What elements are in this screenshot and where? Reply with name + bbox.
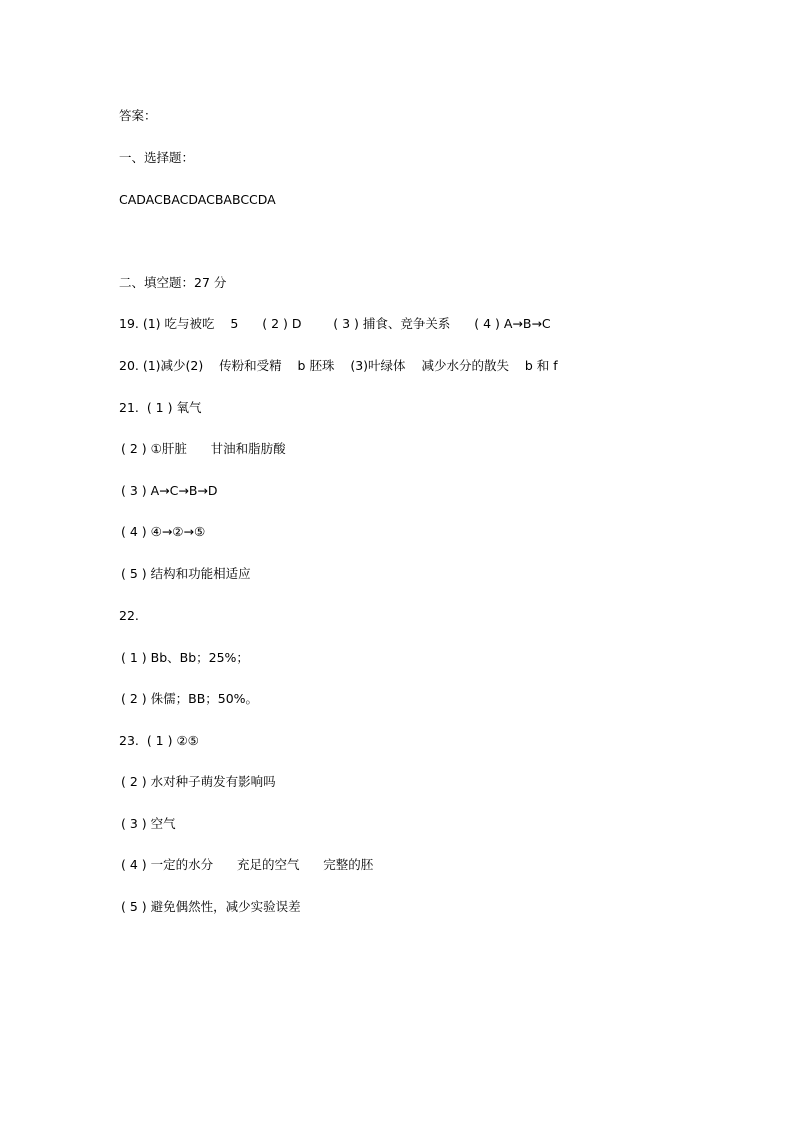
question-23-part4: ( 4 ) 一定的水分 充足的空气 完整的胚 — [121, 857, 374, 872]
question-21-part2: ( 2 ) ①肝脏 甘油和脂肪酸 — [121, 441, 286, 456]
question-19-answer: 19. (1) 吃与被吃 5 ( 2 ) D ( 3 ) 捕食、竞争关系 ( 4 ) A→B→C — [119, 316, 551, 331]
question-23-part5: ( 5 ) 避免偶然性，减少实验误差 — [121, 899, 301, 914]
question-21-part4: ( 4 ) ④→②→⑤ — [121, 524, 206, 539]
section1-answers: CADACBACDACBABCCDA — [119, 192, 276, 207]
question-21-part5: ( 5 ) 结构和功能相适应 — [121, 566, 251, 581]
question-22-part1: ( 1 ) Bb、Bb；25%； — [121, 650, 249, 665]
question-20-answer: 20. (1)减少(2) 传粉和受精 b 胚珠 (3)叶绿体 减少水分的散失 b 和 f — [119, 358, 558, 373]
question-22-part2: ( 2 ) 侏儒；BB；50%。 — [121, 691, 259, 706]
question-21-part1: 21. ( 1 ) 氧气 — [119, 400, 202, 415]
question-21-part3: ( 3 ) A→C→B→D — [121, 483, 218, 498]
question-23-part1: 23. ( 1 ) ②⑤ — [119, 733, 199, 748]
question-23-part2: ( 2 ) 水对种子萌发有影响吗 — [121, 774, 276, 789]
question-22-title: 22. — [119, 608, 139, 623]
section2-heading: 二、填空题：27 分 — [119, 275, 227, 290]
section1-heading: 一、选择题： — [119, 150, 195, 165]
question-23-part3: ( 3 ) 空气 — [121, 816, 176, 831]
answers-heading: 答案： — [119, 108, 157, 123]
